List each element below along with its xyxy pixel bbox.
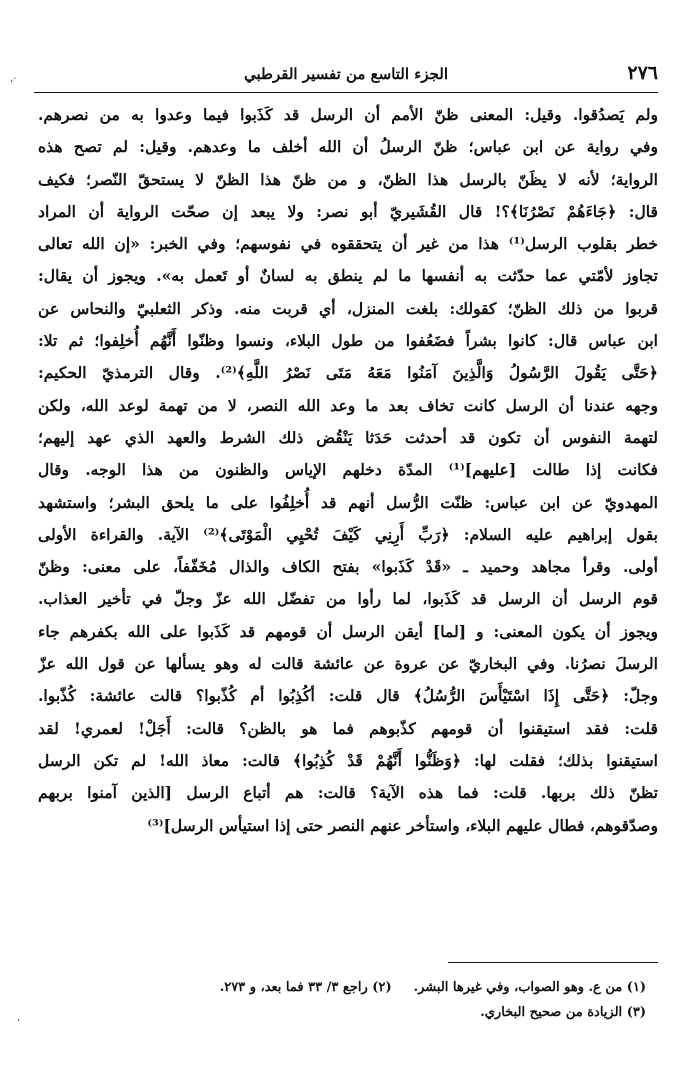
text-line: لتهمة النفوس أن تكون قد أحدثت حَدَثا يَنْقُض ذلك الشرط والعهد الذي عهد إليهم؛ — [38, 427, 658, 447]
footnote-2: (٢) راجع ٣/ ٣٣ فما بعد، و ٢٧٣. — [219, 980, 392, 995]
margin-mark: ·، — [10, 74, 17, 85]
margin-mark: ، — [17, 1013, 21, 1024]
text-line: ولم يَصدُقوا. وقيل: المعنى ظنّ الأمم أن الرسل قد كَذَبوا فيما وعدوا به من نصرهم. — [38, 105, 658, 124]
page-number: ٢٧٦ — [627, 62, 658, 84]
text-line: خطر بقلوب الرسل⁽¹⁾ هذا من غير أن يتحققوه في نفوسهم؛ وفي الخبر: «إن الله تعالى — [38, 234, 658, 254]
text-line: فكانت إذا طالت [عليهم]⁽¹⁾ المدّة دخلهم الإياس والظنون من هذا الوجه. وقال — [38, 460, 658, 480]
footnote-line — [80, 1000, 646, 1025]
text-line: ﴿حَتَّى يَقُولَ الرَّسُولُ وَالَّذِينَ آمَنُوا مَعَهُ مَتَى نَصْرُ اللَّهِ﴾⁽²⁾. وقال الترمذيّ الحكيم: — [38, 363, 658, 383]
text-line: أولى. وقرأ مجاهد وحميد ـ «قَدْ كَذَبوا» بفتح الكاف والذال مُخَفّفاً، على معنى: وظنّ — [38, 557, 658, 577]
text-line: تظنّ ذلك بربها. قلت: فما هذه الآية؟ قالت: هم أتباع الرسل [الذين آمنوا بربهم — [38, 783, 658, 803]
text-line: وجهه عندنا أن الرسل كانت تخاف بعد ما وعد الله النصر، لا من تهمة لوعد الله، ولكن — [38, 395, 658, 415]
page-header — [34, 60, 658, 93]
footnotes — [80, 975, 646, 1025]
footnote-3: (٣) الزيادة من صحيح البخاري. — [480, 1005, 646, 1020]
text-line: ابن عباس قال: كانوا بشراً فضَعُفوا من طول البلاء، ونسوا وظنّوا أَنَّهُم أُخلِفوا؛ ثم تلا: — [38, 331, 658, 351]
text-line: وجلّ: ﴿حَتَّى إِذَا اسْتَيْأَسَ الرُّسُلُ﴾ قال قلت: أكُذِبُوا أم كُذّبوا؟ قالت عائشة: كُذّبوا. — [38, 686, 658, 706]
footnote-1: (١) من ع. وهو الصواب، وفي غيرها البشر. — [413, 980, 646, 995]
text-line: وصدّقوهم، فطال عليهم البلاء، واستأخر عنهم النصر حتى إذا استيأس الرسل]⁽³⁾ — [147, 815, 658, 835]
text-line: وفي رواية عن ابن عباس؛ ظنّ الرسلُ أن الله أخلف ما وعدهم. وقيل: لم تصح هذه — [38, 137, 658, 157]
text-line: ويجوز أن يكون المعنى: و [لما] أيقن الرسل أن قومهم قد كَذَبوا على الله بكفرهم جاء — [38, 621, 658, 641]
text-line: قلت: فقد استيقنوا أن قومهم كذّبوهم فما هو بالظن؟ قالت: أَجَلْ! لعمري! لقد — [38, 718, 658, 738]
text-line: الرواية؛ لأنه لا يظَنّ بالرسل هذا الظنّ، و من ظنّ هذا الظنّ لا يستحقّ النّصر؛ فكيف — [38, 169, 658, 189]
text-line: قربوا من ذلك الظنّ؛ كقولك: بلغت المنزل، أي قربت منه. وذكر الثعلبيّ والنحاس عن — [38, 298, 658, 318]
text-line: بقول إبراهيم عليه السلام: ﴿رَبِّ أَرِنِي كَيْفَ تُحْيِي الْمَوْتَى﴾⁽²⁾ الآية. والقراءة الأولى — [38, 524, 658, 544]
text-line: استيقنوا بذلك؛ فقلت لها: ﴿وَظَنُّوا أَنَّهُمْ قَدْ كُذِبُوا﴾ قالت: معاذ الله! لم تكن الرسل — [38, 750, 658, 770]
text-line: تجاوز لأمّتي عما حدّثت به أنفسها ما لم ينطق به لسانٌ أو تَعمل به». ويجوز أن يقال: — [38, 266, 658, 286]
footnote-line — [80, 975, 646, 1000]
footnote-divider — [448, 962, 658, 963]
body-text — [38, 99, 658, 842]
text-line: الرسلَ نصرُنا. وفي البخاريّ عن عروة عن عائشة قالت له وهو يسألها عن قول الله عزّ — [38, 654, 658, 674]
text-line: قوم الرسل أن الرسل قد كَذَبوا، لما رأوا من تفضّل الله عزّ وجلّ في تأخير العذاب. — [38, 589, 658, 609]
text-line: المهدويّ عن ابن عباس: ظنّت الرُّسل أنهم قد أُخلِفُوا على ما يلحق البشر؛ واستشهد — [38, 492, 658, 512]
running-title: الجزء التاسع من تفسير القرطبي — [244, 65, 448, 83]
text-line: قال: ﴿جَاءَهُمْ نَصْرُنَا﴾؟! قال القُشَيريّ أبو نصر: ولا يبعد إن صحّت الرواية أن المراد — [38, 201, 658, 221]
